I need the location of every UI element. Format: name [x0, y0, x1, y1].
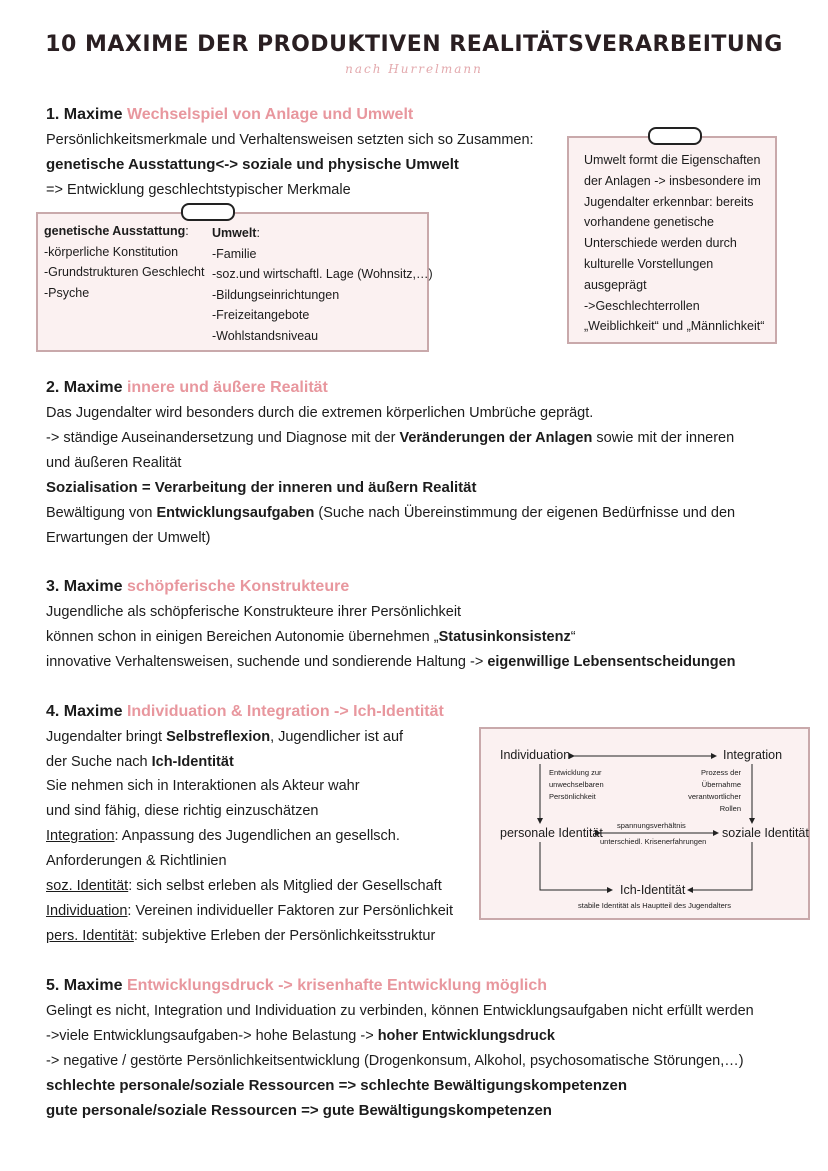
maxime-4-heading: 4. Maxime Individuation & Integration -> Ich-Identität — [46, 703, 444, 720]
maxime-3-line-1: Jugendliche als schöpferische Konstrukteure ihrer Persönlichkeit — [46, 604, 462, 620]
genetic-item: -Grundstrukturen Geschlecht — [44, 265, 205, 279]
maxime-1-number: 1. Maxime — [46, 106, 127, 123]
umwelt-item: -Bildungseinrichtungen — [212, 288, 340, 302]
diagram-ich-note: stabile Identität als Hauptteil des Jugendalters — [578, 901, 732, 910]
note-line: Unterschiede werden durch — [584, 236, 737, 250]
diagram-individuation: Individuation — [500, 748, 571, 762]
maxime-2-line-6: Erwartungen der Umwelt) — [46, 530, 211, 546]
page-subtitle: nach Hurrelmann — [345, 62, 483, 76]
maxime-2-line-5: Bewältigung von Entwicklungsaufgaben (Suche nach Übereinstimmung der eigenen Bedürfnisse und den — [46, 505, 736, 521]
maxime-5-line-3: -> negative / gestörte Persönlichkeitsentwicklung (Drogenkonsum, Alkohol, psychosomatische Störungen,…) — [46, 1053, 744, 1069]
diagram-personal-identity: personale Identität — [500, 826, 603, 840]
maxime-4-line-6: Anforderungen & Richtlinien — [46, 853, 227, 869]
maxime-2-heading: 2. Maxime innere und äußere Realität — [46, 379, 328, 396]
note-line: der Anlagen -> insbesondere im — [584, 174, 761, 188]
diagram-ind-note: Entwicklung zur unwechselbaren Persönlichkeit — [549, 768, 604, 801]
page-title: 10 MAXIME DER PRODUKTIVEN REALITÄTSVERARBEITUNG — [45, 32, 783, 57]
diagram-int-note: Prozess der Übernahme verantwortlicher Rollen — [688, 768, 741, 813]
note-line: Umwelt formt die Eigenschaften — [584, 153, 761, 167]
diagram-ich-identity: Ich-Identität — [620, 883, 686, 897]
diagram-integration: Integration — [723, 748, 783, 762]
maxime-4-line-5: Integration: Anpassung des Jugendlichen an gesellsch. — [46, 828, 400, 844]
maxime-1-line-3: => Entwicklung geschlechtstypischer Merkmale — [46, 182, 351, 198]
note-line: ausgeprägt — [584, 278, 647, 292]
note-line: „Weiblichkeit“ und „Männlichkeit“ — [584, 319, 765, 333]
maxime-1-line-2: genetische Ausstattung<-> soziale und physische Umwelt — [46, 156, 459, 173]
maxime-3-line-2: können schon in einigen Bereichen Autonomie übernehmen „Statusinkonsistenz“ — [46, 629, 576, 645]
maxime-2-line-1: Das Jugendalter wird besonders durch die extremen körperlichen Umbrüche geprägt. — [46, 405, 594, 421]
diagram-tension: spannungsverhältnis — [617, 821, 686, 830]
maxime-1-line-1: Persönlichkeitsmerkmale und Verhaltensweisen setzten sich so Zusammen: — [46, 132, 534, 148]
maxime-1-name: Wechselspiel von Anlage und Umwelt — [126, 106, 414, 123]
note-line: kulturelle Vorstellungen — [584, 257, 714, 271]
maxime-4-line-1: Jugendalter bringt Selbstreflexion, Jugendlicher ist auf — [46, 729, 404, 745]
maxime-4-line-2: der Suche nach Ich-Identität — [46, 754, 234, 770]
maxime-5-heading: 5. Maxime Entwicklungsdruck -> krisenhafte Entwicklung möglich — [46, 977, 548, 994]
note-line: Jugendalter erkennbar: bereits — [584, 195, 754, 209]
maxime-5-line-4: schlechte personale/soziale Ressourcen => schlechte Bewältigungskompetenzen — [46, 1077, 628, 1094]
umwelt-item: -Wohlstandsniveau — [212, 329, 319, 343]
diagram-social-identity: soziale Identität — [722, 826, 809, 840]
maxime-5-line-1: Gelingt es nicht, Integration und Individuation zu verbinden, können Entwicklungsaufgaben nicht erfüllt werden — [46, 1003, 754, 1019]
genetic-header: genetische Ausstattung: — [44, 224, 189, 238]
note-line: vorhandene genetische — [584, 215, 714, 229]
genetic-item: -körperliche Konstitution — [44, 245, 179, 259]
maxime-4-line-9: pers. Identität: subjektive Erleben der Persönlichkeitsstruktur — [46, 928, 436, 944]
maxime-4-line-3: Sie nehmen sich in Interaktionen als Akteur wahr — [46, 778, 360, 794]
umwelt-header: Umwelt: — [212, 226, 260, 240]
maxime-3-line-3: innovative Verhaltensweisen, suchende und sondierende Haltung -> eigenwillige Lebensentscheidungen — [46, 654, 736, 670]
diagram-crisis: unterschiedl. Krisenerfahrungen — [600, 837, 707, 846]
umwelt-item: -Freizeitangebote — [212, 308, 310, 322]
maxime-3-heading: 3. Maxime schöpferische Konstrukteure — [46, 578, 350, 595]
maxime-4-line-8: Individuation: Vereinen individueller Faktoren zur Persönlichkeit — [46, 903, 454, 919]
maxime-5-line-5: gute personale/soziale Ressourcen => gute Bewältigungskompetenzen — [46, 1102, 552, 1119]
maxime-4-line-7: soz. Identität: sich selbst erleben als Mitglied der Gesellschaft — [46, 878, 442, 894]
umwelt-item: -soz.und wirtschaftl. Lage (Wohnsitz,…) — [212, 267, 433, 281]
maxime-2-line-2: -> ständige Auseinandersetzung und Diagnose mit der Veränderungen der Anlagen sowie mit der inneren — [46, 430, 735, 446]
maxime-4-line-4: und sind fähig, diese richtig einzuschätzen — [46, 803, 319, 819]
genetic-item: -Psyche — [44, 286, 90, 300]
maxime-2-line-3: und äußeren Realität — [46, 455, 182, 471]
note-line: ->Geschlechterrollen — [584, 299, 700, 313]
umwelt-item: -Familie — [212, 247, 257, 261]
maxime-2-line-4: Sozialisation = Verarbeitung der inneren und äußern Realität — [46, 479, 477, 496]
maxime-5-line-2: ->viele Entwicklungsaufgaben-> hohe Belastung -> hoher Entwicklungsdruck — [46, 1028, 555, 1044]
